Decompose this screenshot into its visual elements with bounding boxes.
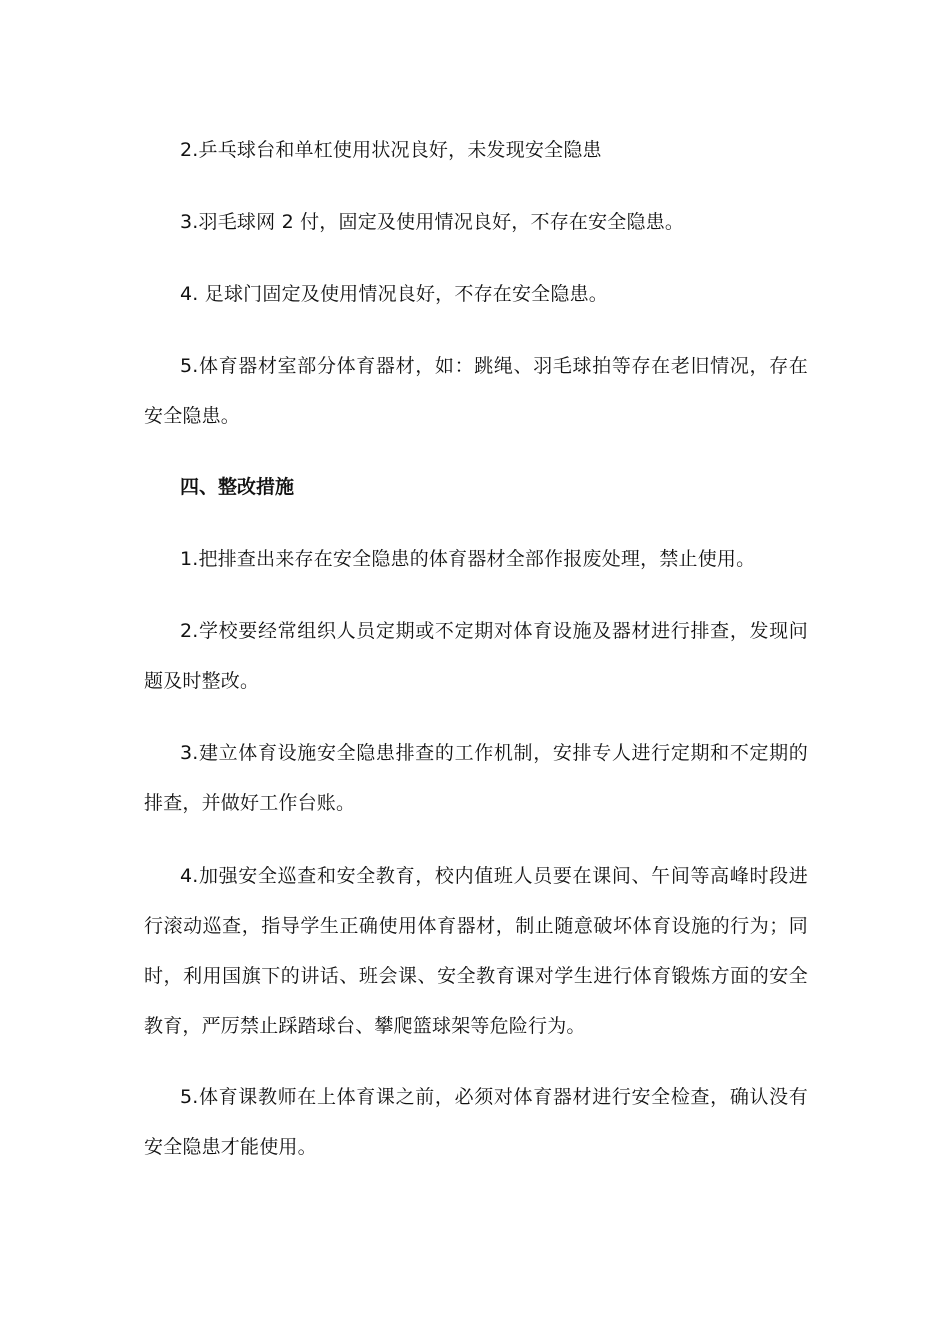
- measure-item-1: [144, 534, 808, 584]
- paragraph-text: 4. 足球门固定及使用情况良好，不存在安全隐患。: [180, 283, 608, 305]
- paragraph-text: 1.把排查出来存在安全隐患的体育器材全部作报废处理，禁止使用。: [180, 548, 756, 570]
- paragraph-item-3: [144, 197, 808, 247]
- paragraph-item-4: [144, 269, 808, 319]
- paragraph-item-2: [144, 125, 808, 175]
- measure-item-2: [144, 606, 808, 706]
- paragraph-text: 2.学校要经常组织人员定期或不定期对体育设施及器材进行排查，发现问题及时整改。: [144, 620, 808, 692]
- paragraph-text: 2.乒乓球台和单杠使用状况良好，未发现安全隐患: [180, 139, 602, 161]
- measure-item-4: [144, 851, 808, 1051]
- measure-item-5: [144, 1072, 808, 1172]
- section-heading: 四、整改措施: [180, 476, 295, 498]
- paragraph-text: 3.羽毛球网 2 付，固定及使用情况良好，不存在安全隐患。: [180, 211, 685, 233]
- paragraph-text: 4.加强安全巡查和安全教育，校内值班人员要在课间、午间等高峰时段进行滚动巡查，指导学生正确使用体育器材，制止随意破坏体育设施的行为；同时，利用国旗下的讲话、班会课、安全教育课对学生进行体育锻炼方面的安全教育，严厉禁止踩踏球台、攀爬篮球架等危险行为。: [144, 865, 808, 1037]
- paragraph-text: 5.体育课教师在上体育课之前，必须对体育器材进行安全检查，确认没有安全隐患才能使用。: [144, 1086, 808, 1158]
- paragraph-text: 3.建立体育设施安全隐患排查的工作机制，安排专人进行定期和不定期的排查，并做好工作台账。: [144, 742, 808, 814]
- measure-item-3: [144, 728, 808, 828]
- paragraph-item-5: [144, 341, 808, 441]
- paragraph-text: 5.体育器材室部分体育器材，如：跳绳、羽毛球拍等存在老旧情况，存在安全隐患。: [144, 355, 808, 427]
